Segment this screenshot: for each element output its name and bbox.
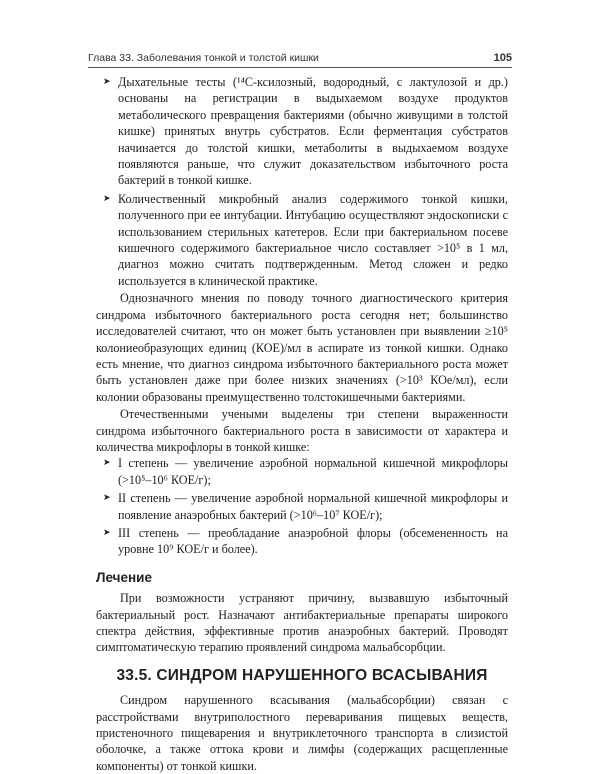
treatment-heading: Лечение [96, 569, 152, 585]
page-number: 105 [493, 52, 512, 64]
arrow-bullet-icon: ➤ [103, 193, 111, 204]
list-item [96, 74, 508, 189]
list-item-text: Количественный микробный анализ содержимого тонкой кишки, полученного при ее интубации. Интубацию осуществляют эндоскописки с использованием стерильных катетеров. Если при бактериальном посеве кишечного содержимого бактериальное число составляет >10⁵ в 1 мл, диагноз можно считать подтвержденным. Метод сложен и редко используется в клинической практике. [118, 191, 508, 288]
list-item-text: III степень — преобладание анаэробной флоры (обсемененность на уровне 10⁹ КОЕ/г и более). [118, 525, 508, 557]
treatment-paragraph: При возможности устраняют причину, вызвавшую избыточный бактериальный рост. Назначают антибактериальные препараты широкого спектра действия, эффективные против анаэробных бактерий. Проводят симптоматическую терапию проявлений синдрома мальабсорбции. [96, 591, 508, 655]
paragraph: Отечественными учеными выделены три степени выраженности синдрома избыточного бактериального роста в зависимости от характера и количества микрофлоры в тонкой кишке: [96, 407, 508, 454]
list-item [96, 455, 508, 488]
list-item [96, 490, 508, 523]
section-heading: 33.5. СИНДРОМ НАРУШЕННОГО ВСАСЫВАНИЯ [116, 666, 488, 684]
list-item-text: Дыхательные тесты (¹⁴С-ксилозный, водородный, с лактулозой и др.) основаны на регистрации в выдыхаемом воздухе продуктов метаболического превращения бактериями (обычно живущими в толстой кишке) принятых внутрь субстратов. Если ферментация субстратов начинается до толстой кишки, метаболиты в выдыхаемом воздухе появляются раньше, что служит доказательством избыточного роста бактерий в тонкой кишке. [118, 75, 508, 188]
section-paragraph: Синдром нарушенного всасывания (мальабсорбции) связан с расстройствами внутриполостного переваривания пищевых веществ, пристеночного пищеварения и внутриклеточного транспорта в слизистой оболочке, а также оттока крови и лимфы (содержащих расщепленные компоненты) от тонкой кишки. [96, 693, 508, 773]
list-item [96, 191, 508, 289]
arrow-bullet-icon: ➤ [103, 493, 111, 504]
list-item-text: I степень — увеличение аэробной нормальной кишечной микрофлоры (>10⁵–10⁶ КОЕ/г); [118, 456, 508, 487]
arrow-bullet-icon: ➤ [103, 77, 111, 87]
diagnostic-methods-list [96, 74, 508, 289]
paragraph: Однозначного мнения по поводу точного диагностического критерия синдрома избыточного бактериального роста сегодня нет; большинство исследователей считают, что он может быть установлен при выявлении ≥10⁵ колониеобразующих единиц (КОЕ)/мл в аспирате из тонкой кишки. Однако есть мнение, что диагноз синдрома избыточного бактериального роста может быть установлен даже при более низких значениях (>10³ КОе/мл), если колонии образованы преимущественно толстокишечными бактериями. [96, 291, 508, 404]
running-header [88, 52, 512, 68]
list-item-text: II степень — увеличение аэробной нормальной кишечной микрофлоры и появление анаэробных бактерий (>10⁶–10⁷ КОЕ/г); [118, 491, 508, 522]
arrow-bullet-icon: ➤ [103, 458, 111, 469]
page-body [96, 74, 508, 774]
chapter-title: Глава 33. Заболевания тонкой и толстой кишки [88, 52, 319, 64]
arrow-bullet-icon: ➤ [103, 527, 111, 538]
severity-degrees-list [96, 455, 508, 557]
list-item [96, 525, 508, 558]
